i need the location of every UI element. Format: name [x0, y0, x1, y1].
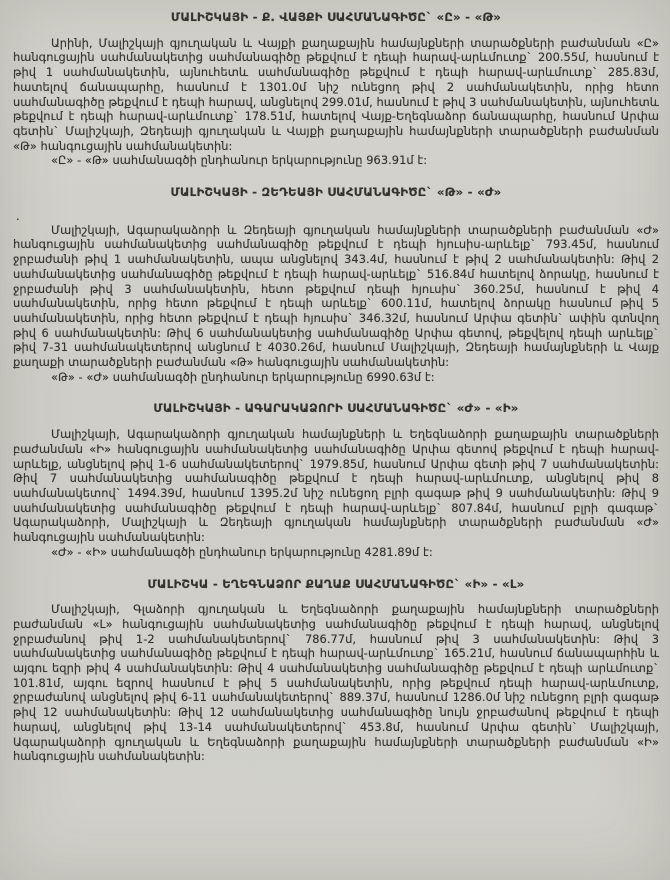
boundary-description-paragraph: Մալիշկայի, Գլաձորի գյուղական և Եղեգնաձորի քաղաքային համայնքների տարածքների բաժանման «Լ» հանգուցային սահմանակետից սահմանագիծը թեքվում է դեպի հարավ, անցնելով ջրբաժանով թիվ 1-2 սահմանակետերով` 786.77մ, հասնում թիվ 3 սահմանակետին: Թիվ 3 սահմանակետից սահմանագիծը թեքվում է դեպի հարավ-արևմուտք` 165.21մ, հասնում ճանապարհին և այգու եզրի թիվ 4 սահմանակետին: Թիվ 4 սահմանակետից սահմանագիծը թեքվում է դեպի արևմուտք` 101.81մ, այգու եզրով հասնում է թիվ 5 սահմանակետին, որից թեքվում դեպի հարավ-արևմուտք, ջրբաժանով անցնելով թիվ 6-11 սահմանակետերով` 889.37մ, հասնում 1286.0մ նիշ ունեցող բլրի գագաթ թիվ 12 սահմանակետին: Թիվ 12 սահմանակետից սահմանագիծը նույն ջրբաժանով թեքվում է դեպի հարավ, անցնելով թիվ 13-14 սահմանակետերով` 453.8մ, հասնում Արփա գետին` Մալիշկայի, Ագարակաձորի գյուղական և Եղեգնաձորի քաղաքային համայնքների տարածքների բաժանման «Ի» հանգուցային սահմանակետին: — [13, 602, 659, 764]
section-title-malishka-agarakadzor: ՄԱԼԻՇԿԱՅԻ - ԱԳԱՐԱԿԱՁՈՐԻ ՍԱՀՄԱՆԱԳԻԾԸ` «Ժ» - «Ի» — [153, 401, 519, 416]
scan-artifact-dot: . — [16, 208, 20, 223]
total-length-line: «Ժ» - «Ի» սահմանագծի ընդհանուր երկարությունը 4281.89մ է: — [51, 544, 433, 559]
section-malishka-yeghegnadzor-boundary — [13, 577, 659, 764]
boundary-description-paragraph: Արինի, Մալիշկայի գյուղական և Վայքի քաղաքային համայնքների տարածքների բաժանման «Ը» հանգուցային սահմանակետից սահմանագիծը թեքվում է դեպի հարավ-արևմուտք` 200.55մ, հասնում է թիվ 1 սահմանակետին, այնուհետև սահմանագիծը թեքվում է դեպի հարավ-արևմուտք` 285.83մ, հատելով ճանապարհը, հասնում է 1301.0մ նիշ ունեցող թիվ 2 սահմանակետին, որից հետո սահմանագիծը թեքվում է դեպի հարավ, անցնելով 299.01մ, հասնում է թիվ 3 սահմանակետին, այնուհետև թեքվում է դեպի հարավ-արևմուտք` 178.51մ, հատելով Վայք-Եղեգնաձոր ճանապարհը, հասնում Արփա գետին` Մալիշկայի, Զեդեայի գյուղական և Վայքի քաղաքային համայնքների տարածքների բաժանման «Թ» հանգուցային սահմանակետին: — [13, 35, 659, 153]
section-malishka-zedea-boundary — [13, 185, 659, 384]
total-length-line: «Ը» - «Թ» սահմանագծի ընդհանուր երկարությունը 963.91մ է: — [51, 153, 428, 168]
section-title-malishka-zedea: ՄԱԼԻՇԿԱՅԻ - ԶԵԴԵԱՅԻ ՍԱՀՄԱՆԱԳԻԾԸ` «Թ» - «Ժ» — [170, 185, 502, 200]
section-title-malishka-vayk: ՄԱԼԻՇԿԱՅԻ - Ք. ՎԱՅՔԻ ՍԱՀՄԱՆԱԳԻԾԸ` «Ը» - «Թ» — [170, 10, 502, 24]
section-malishka-vayk-boundary — [13, 10, 659, 168]
boundary-description-paragraph: Մալիշկայի, Ագարակաձորի գյուղական համայնքների և Եղեգնաձորի քաղաքային տարածքների բաժանման «Ի» հանգուցային սահմանակետից սահմանագիծը Արփա գետով թեքվում է դեպի հարավ-արևելք, անցնելով թիվ 1-6 սահմանակետերով` 1979.85մ, հասնում Արփա գետի թիվ 7 սահմանակետին: Թիվ 7 սահմանակետից սահմանագիծը թեքվում է դեպի հարավ-արևմուտք, անցնելով թիվ 8 սահմանակետով` 1494.39մ, հասնում 1395.2մ նիշ ունեցող բլրի գագաթ թիվ 9 սահմանակետին: Թիվ 9 սահմանակետից սահմանագիծը թեքվում է դեպի հարավ-արևելք` 807.84մ, հասնում բլրի գագաթ` Ագարակաձորի, Մալիշկայի և Զեդեայի գյուղական համայնքների տարածքների բաժանման «Ժ» հանգուցային սահմանակետին: — [13, 427, 659, 545]
section-malishka-agarakadzor-boundary — [13, 401, 659, 559]
section-title-malishka-yeghegnadzor: ՄԱԼԻՇԿԱ - ԵՂԵԳՆԱՁՈՐ ՔԱՂԱՔ ՍԱՀՄԱՆԱԳԻԾԸ` «Ի» - «Լ» — [147, 576, 525, 591]
total-length-line: «Թ» - «Ժ» սահմանագծի ընդհանուր երկարությունը 6990.63մ է: — [51, 369, 435, 384]
boundary-description-paragraph: Մալիշկայի, Ագարակաձորի և Զեդեայի գյուղական համայնքների տարածքների բաժանման «Ժ» հանգուցային սահմանակետից սահմանագիծը թեքվում է դեպի հյուսիս-արևելք` 793.45մ, հասնում ջրբաժանի թիվ 1 սահմանակետին, ապա անցնելով 343.4մ, հասնում է թիվ 2 սահմանակետին: Թիվ 2 սահմանակետից սահմանագիծը թեքվում է դեպի հարավ-արևելք` 516.84մ հատելով ձորակը, հասնում է ջրբաժանի թիվ 3 սահմանակետին, հետո թեքվում դեպի հյուսիս` 360.25մ, հասնում է թիվ 4 սահմանակետին, որից հետո թեքվում է դեպի արևելք` 600.11մ, հատելով ձորակը հասնում թիվ 5 սահմանակետին, որից հետո թեքվում է դեպի հյուսիս` 346.32մ, հասնում Արփա գետին` ափին գտնվող թիվ 6 սահմանակետին: Թիվ 6 սահմանակետից սահմանագիծը Արփա գետով, թեքվելով դեպի արևելք` թիվ 7-31 սահմանակետերով անցնում է 4030.26մ, հասնում Մալիշկայի, Զեդեայի համայնքների և Վայք քաղաքի տարածքների բաժանման «Թ» հանգուցային սահմանակետին: — [13, 222, 659, 370]
